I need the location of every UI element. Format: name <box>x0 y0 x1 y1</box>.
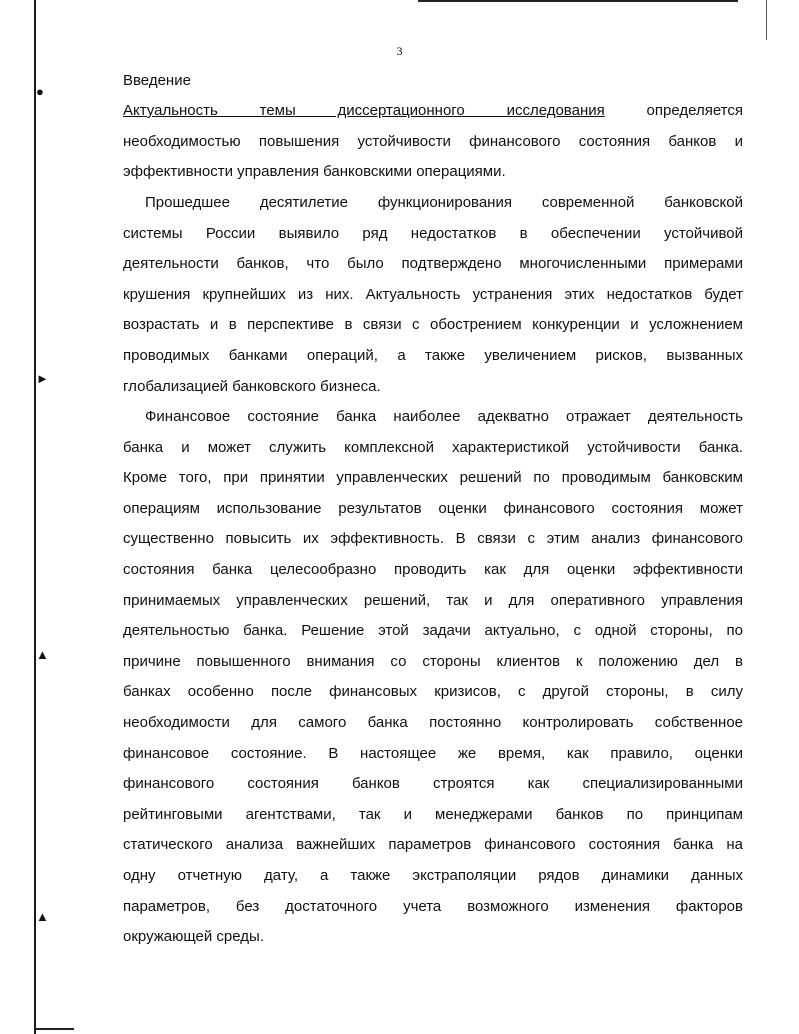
text-line: рейтинговыми агентствами, так и менеджерами банков по принципам <box>123 805 743 823</box>
text-line: банка и может служить комплексной характеристикой устойчивости банка. <box>123 438 743 456</box>
text-line: Финансовое состояние банка наиболее адекватно отражает деятельность <box>145 408 743 425</box>
text-line: статического анализа важнейших параметров финансового состояния банка на <box>123 836 743 854</box>
text-line: эффективности управления банковскими операциями. <box>123 163 506 181</box>
paragraph-1 <box>123 96 743 188</box>
text-line: параметров, без достаточного учета возможного изменения факторов <box>123 897 743 915</box>
text-line: окружающей среды. <box>123 928 264 946</box>
text-line: системы России выявило ряд недостатков в обеспечении устойчивой <box>123 224 743 242</box>
binder-hole-icon: ▲ <box>36 909 49 924</box>
paragraph-2 <box>123 188 743 402</box>
scan-right-edge <box>766 0 767 40</box>
text-line: принимаемых управленческих решений, так и для оперативного управления <box>123 591 743 609</box>
text-line: причине повышенного внимания со стороны клиентов к положению дел в <box>123 652 743 670</box>
underlined-phrase: Актуальность темы диссертационного исследования <box>123 102 605 119</box>
text-line: необходимостью повышения устойчивости финансового состояния банков и <box>123 132 743 150</box>
text-line: крушения крупнейших из них. Актуальность устранения этих недостатков будет <box>123 285 743 303</box>
binder-hole-icon: ● <box>36 84 44 99</box>
line-rest: определяется <box>604 102 743 119</box>
section-heading: Введение <box>123 72 191 89</box>
scan-bottom-edge <box>34 1028 74 1030</box>
text-line: деятельностью банка. Решение этой задачи актуально, с одной стороны, по <box>123 622 743 640</box>
text-line: одну отчетную дату, а также экстраполяции рядов динамики данных <box>123 866 743 884</box>
text-line: Прошедшее десятилетие функционирования современной банковской <box>145 194 743 211</box>
text-line: возрастать и в перспективе в связи с обострением конкуренции и усложнением <box>123 316 743 334</box>
paragraph-3 <box>123 402 743 953</box>
binder-hole-icon: ▲ <box>36 647 49 662</box>
text-line: глобализацией банковского бизнеса. <box>123 377 381 395</box>
text-line: деятельности банков, что было подтверждено многочисленными примерами <box>123 255 743 273</box>
text-line: Кроме того, при принятии управленческих решений по проводимым банковским <box>123 469 743 487</box>
text-line: необходимости для самого банка постоянно контролировать собственное <box>123 713 743 731</box>
scan-top-edge <box>418 0 738 2</box>
text-line: финансовое состояние. В настоящее же время, как правило, оценки <box>123 744 743 762</box>
text-line: проводимых банками операций, а также увеличением рисков, вызванных <box>123 346 743 364</box>
scan-left-edge <box>34 0 36 1034</box>
text-line: операциям использование результатов оценки финансового состояния может <box>123 499 743 517</box>
text-line: состояния банка целесообразно проводить как для оценки эффективности <box>123 560 743 578</box>
binder-hole-icon: ► <box>36 371 49 386</box>
text-line: финансового состояния банков строятся как специализированными <box>123 775 743 793</box>
text-line <box>123 96 743 127</box>
text-line: банках особенно после финансовых кризисов, с другой стороны, в силу <box>123 683 743 701</box>
page-number: 3 <box>396 44 403 58</box>
text-line: существенно повысить их эффективность. В связи с этим анализ финансового <box>123 530 743 548</box>
